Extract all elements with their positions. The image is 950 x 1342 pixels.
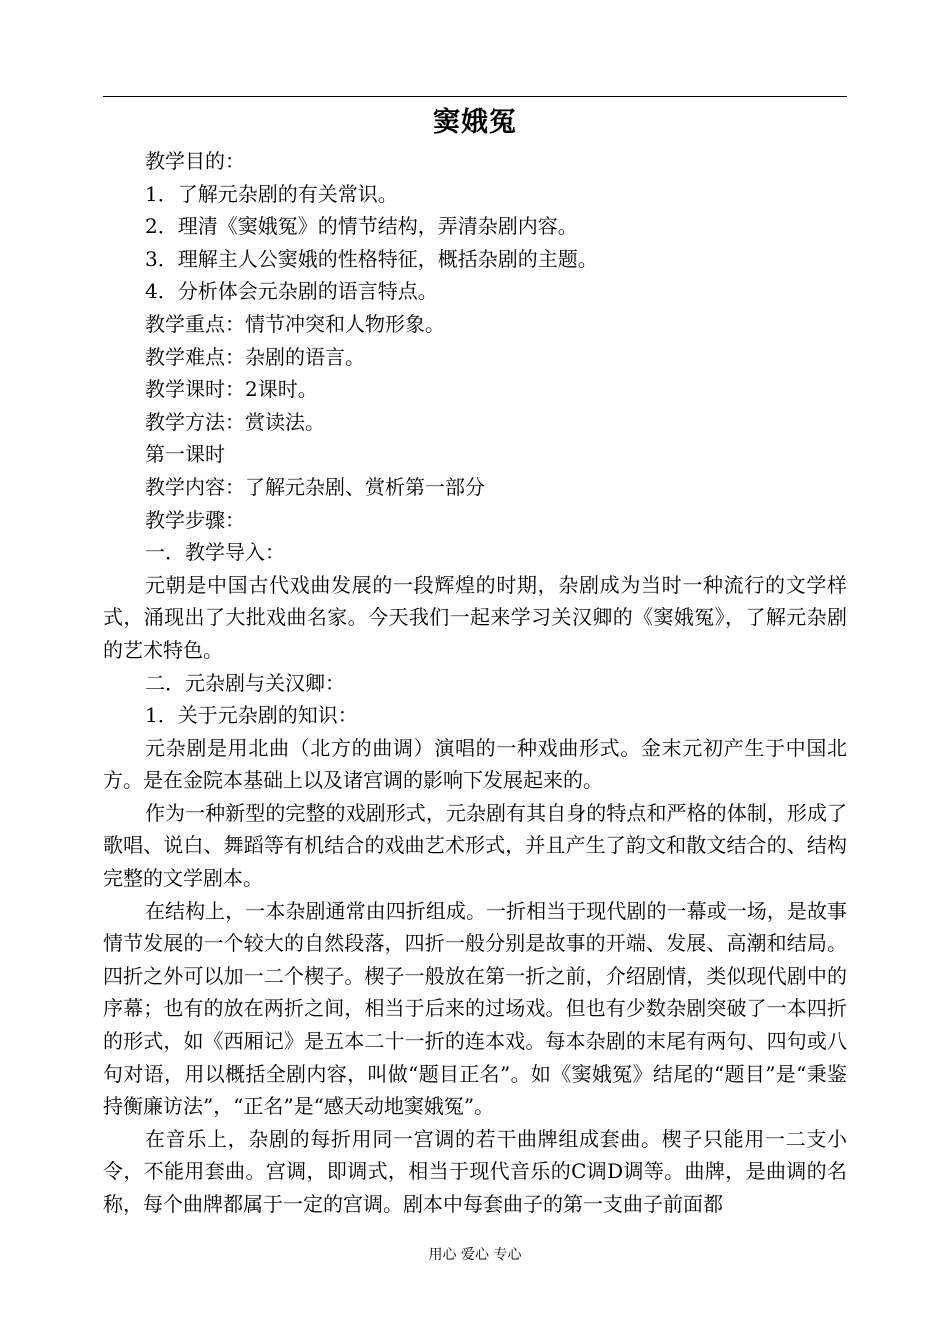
header-rule bbox=[103, 96, 847, 97]
objective-3: 3．理解主人公窦娥的性格特征，概括杂剧的主题。 bbox=[145, 246, 598, 271]
teaching-difficulty: 教学难点：杂剧的语言。 bbox=[145, 344, 365, 369]
zaju-structure-paragraph: 在结构上，一本杂剧通常由四折组成。一折相当于现代剧的一幕或一场，是故事情节发展的一个较大的自然段落，四折一般分别是故事的开端、发展、高潮和结局。四折之外可以加一二个楔子。楔子一般放在第一折之前，介绍剧情，类似现代剧中的序幕；也有的放在两折之间，相当于后来的过场戏。但也有少数杂剧突破了一本四折的形式，如《西厢记》是五本二十一折的连本戏。每本杂剧的末尾有两句、四句或八句对语，用以概括全剧内容，叫做“题目正名”。如《窦娥冤》结尾的“题目”是“秉鉴持衡廉访法”，“正名”是“感天动地窦娥冤”。 bbox=[103, 898, 847, 1119]
zaju-definition-paragraph: 元杂剧是用北曲（北方的曲调）演唱的一种戏曲形式。金末元初产生于中国北方。是在金院本基础上以及诸宫调的影响下发展起来的。 bbox=[103, 735, 847, 793]
steps-heading: 教学步骤： bbox=[145, 507, 245, 532]
objective-1: 1．了解元杂剧的有关常识。 bbox=[145, 181, 398, 206]
objective-4: 4．分析体会元杂剧的语言特点。 bbox=[145, 279, 438, 304]
lesson-content: 教学内容：了解元杂剧、赏析第一部分 bbox=[145, 474, 485, 499]
section-two-heading: 二．元杂剧与关汉卿： bbox=[145, 670, 345, 695]
zaju-form-paragraph: 作为一种新型的完整的戏剧形式，元杂剧有其自身的特点和严格的体制，形成了歌唱、说白、舞蹈等有机结合的戏曲艺术形式，并且产生了韵文和散文结合的、结构完整的文学剧本。 bbox=[103, 800, 847, 891]
teaching-hours: 教学课时：2课时。 bbox=[145, 377, 318, 402]
intro-paragraph: 元朝是中国古代戏曲发展的一段辉煌的时期，杂剧成为当时一种流行的文学样式，涌现出了大批戏曲名家。今天我们一起来学习关汉卿的《窦娥冤》，了解元杂剧的艺术特色。 bbox=[103, 572, 847, 662]
document-body bbox=[103, 145, 847, 1221]
page-footer: 用心 爱心 专心 bbox=[428, 1247, 522, 1263]
subsection-1-heading: 1．关于元杂剧的知识： bbox=[145, 703, 358, 728]
objective-2: 2．理清《窦娥冤》的情节结构，弄清杂剧内容。 bbox=[145, 214, 578, 239]
teaching-method: 教学方法：赏读法。 bbox=[145, 409, 325, 434]
lesson-one-heading: 第一课时 bbox=[145, 442, 225, 467]
section-one-heading: 一．教学导入： bbox=[145, 540, 285, 565]
teaching-focus: 教学重点：情节冲突和人物形象。 bbox=[145, 311, 445, 336]
page-title: 窦娥冤 bbox=[433, 107, 517, 138]
zaju-music-paragraph: 在音乐上，杂剧的每折用同一宫调的若干曲牌组成套曲。楔子只能用一二支小令，不能用套曲。宫调，即调式，相当于现代音乐的C调D调等。曲牌，是曲调的名称，每个曲牌都属于一定的宫调。剧本中每套曲子的第一支曲子前面都 bbox=[103, 1126, 847, 1216]
objectives-heading: 教学目的： bbox=[145, 149, 245, 173]
